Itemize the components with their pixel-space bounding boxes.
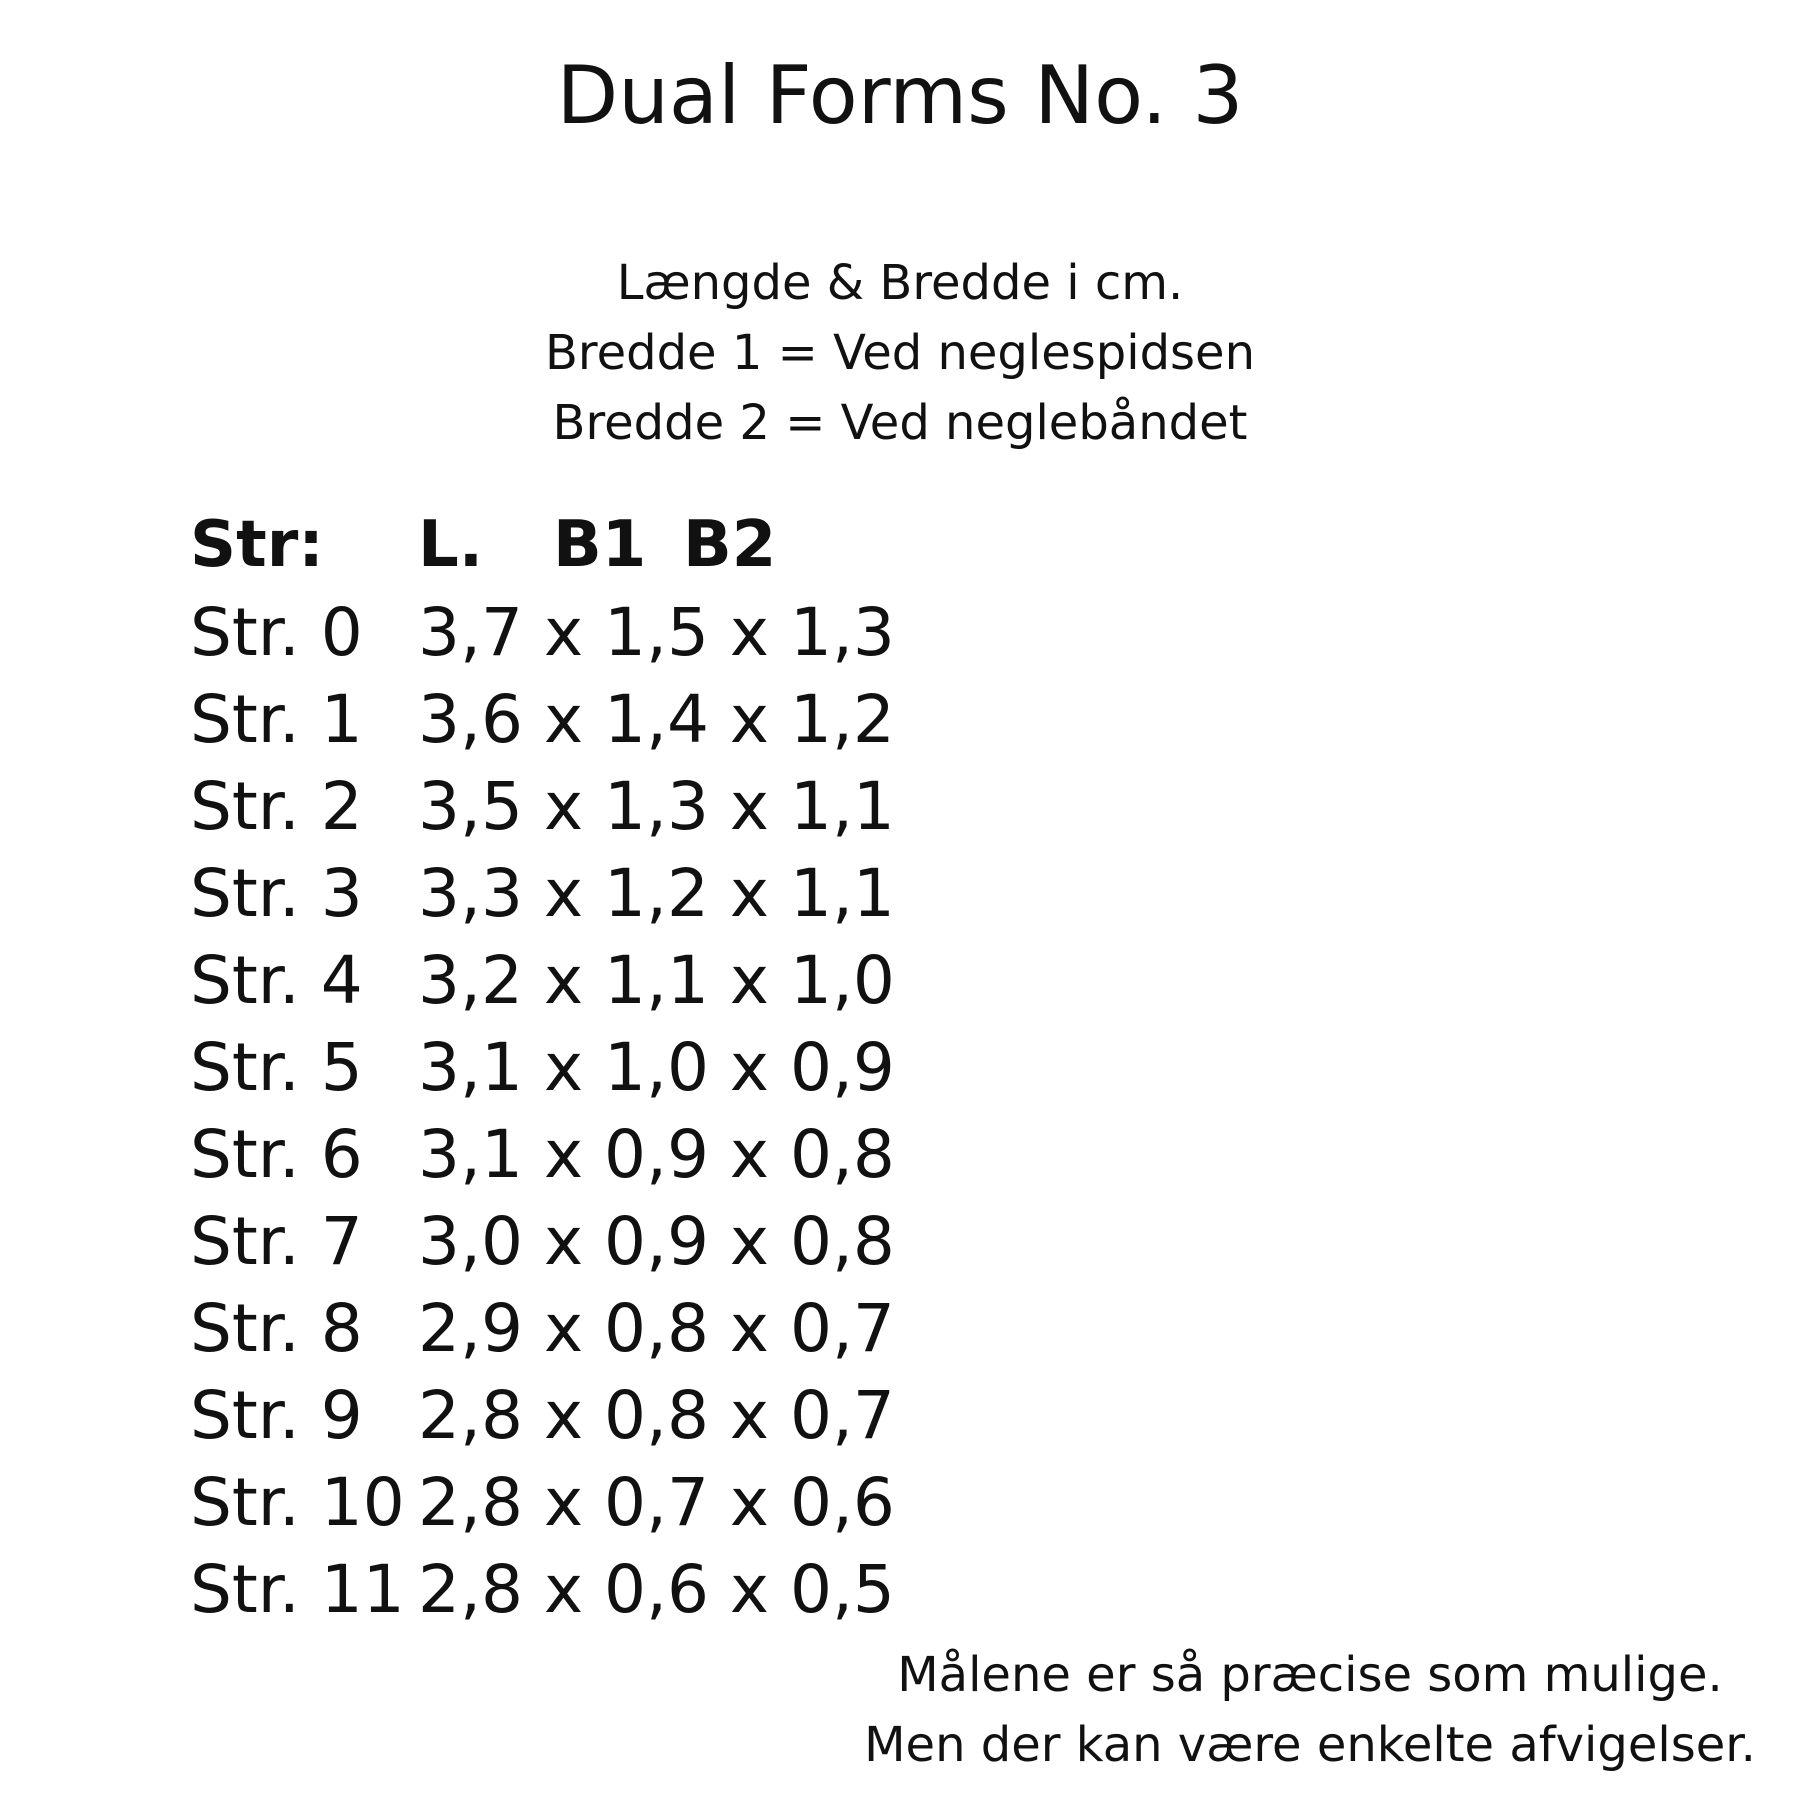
page-title: Dual Forms No. 3 <box>556 49 1244 142</box>
size-label: Str. 8 <box>190 1290 363 1367</box>
measurement-notes <box>0 248 1800 458</box>
size-dimensions: 2,9 x 0,8 x 0,7 <box>418 1290 895 1367</box>
size-label: Str. 7 <box>190 1203 363 1280</box>
disclaimer-line-1: Målene er så præcise som mulige. <box>897 1647 1723 1703</box>
units-note: Længde & Bredde i cm. <box>616 255 1184 311</box>
size-dimensions: 2,8 x 0,8 x 0,7 <box>418 1377 895 1454</box>
size-dimensions: 3,6 x 1,4 x 1,2 <box>418 681 895 758</box>
size-dimensions: 3,2 x 1,1 x 1,0 <box>418 942 895 1019</box>
size-label: Str. 3 <box>190 855 363 932</box>
size-dimensions: 3,3 x 1,2 x 1,1 <box>418 855 895 932</box>
header-width-2: B2 <box>683 508 777 582</box>
width-1-note: Bredde 1 = Ved neglespidsen <box>544 325 1256 381</box>
size-dimensions: 3,0 x 0,9 x 0,8 <box>418 1203 895 1280</box>
size-dimensions: 3,7 x 1,5 x 1,3 <box>418 594 895 671</box>
header-size: Str: <box>190 508 324 582</box>
disclaimer <box>860 1640 1760 1780</box>
header-width-1: B1 <box>553 508 647 582</box>
size-label: Str. 5 <box>190 1029 363 1106</box>
disclaimer-line-2: Men der kan være enkelte afvigelser. <box>864 1717 1756 1773</box>
size-label: Str. 11 <box>190 1551 405 1628</box>
header-length: L. <box>418 508 484 582</box>
width-2-note: Bredde 2 = Ved neglebåndet <box>552 395 1248 451</box>
size-label: Str. 0 <box>190 594 363 671</box>
size-label: Str. 6 <box>190 1116 363 1193</box>
size-dimensions: 3,5 x 1,3 x 1,1 <box>418 768 895 845</box>
size-dimensions: 3,1 x 0,9 x 0,8 <box>418 1116 895 1193</box>
size-label: Str. 10 <box>190 1464 405 1541</box>
size-dimensions: 2,8 x 0,7 x 0,6 <box>418 1464 895 1541</box>
size-label: Str. 1 <box>190 681 363 758</box>
size-label: Str. 2 <box>190 768 363 845</box>
size-dimensions: 2,8 x 0,6 x 0,5 <box>418 1551 895 1628</box>
size-dimensions: 3,1 x 1,0 x 0,9 <box>418 1029 895 1106</box>
size-label: Str. 4 <box>190 942 363 1019</box>
size-label: Str. 9 <box>190 1377 363 1454</box>
